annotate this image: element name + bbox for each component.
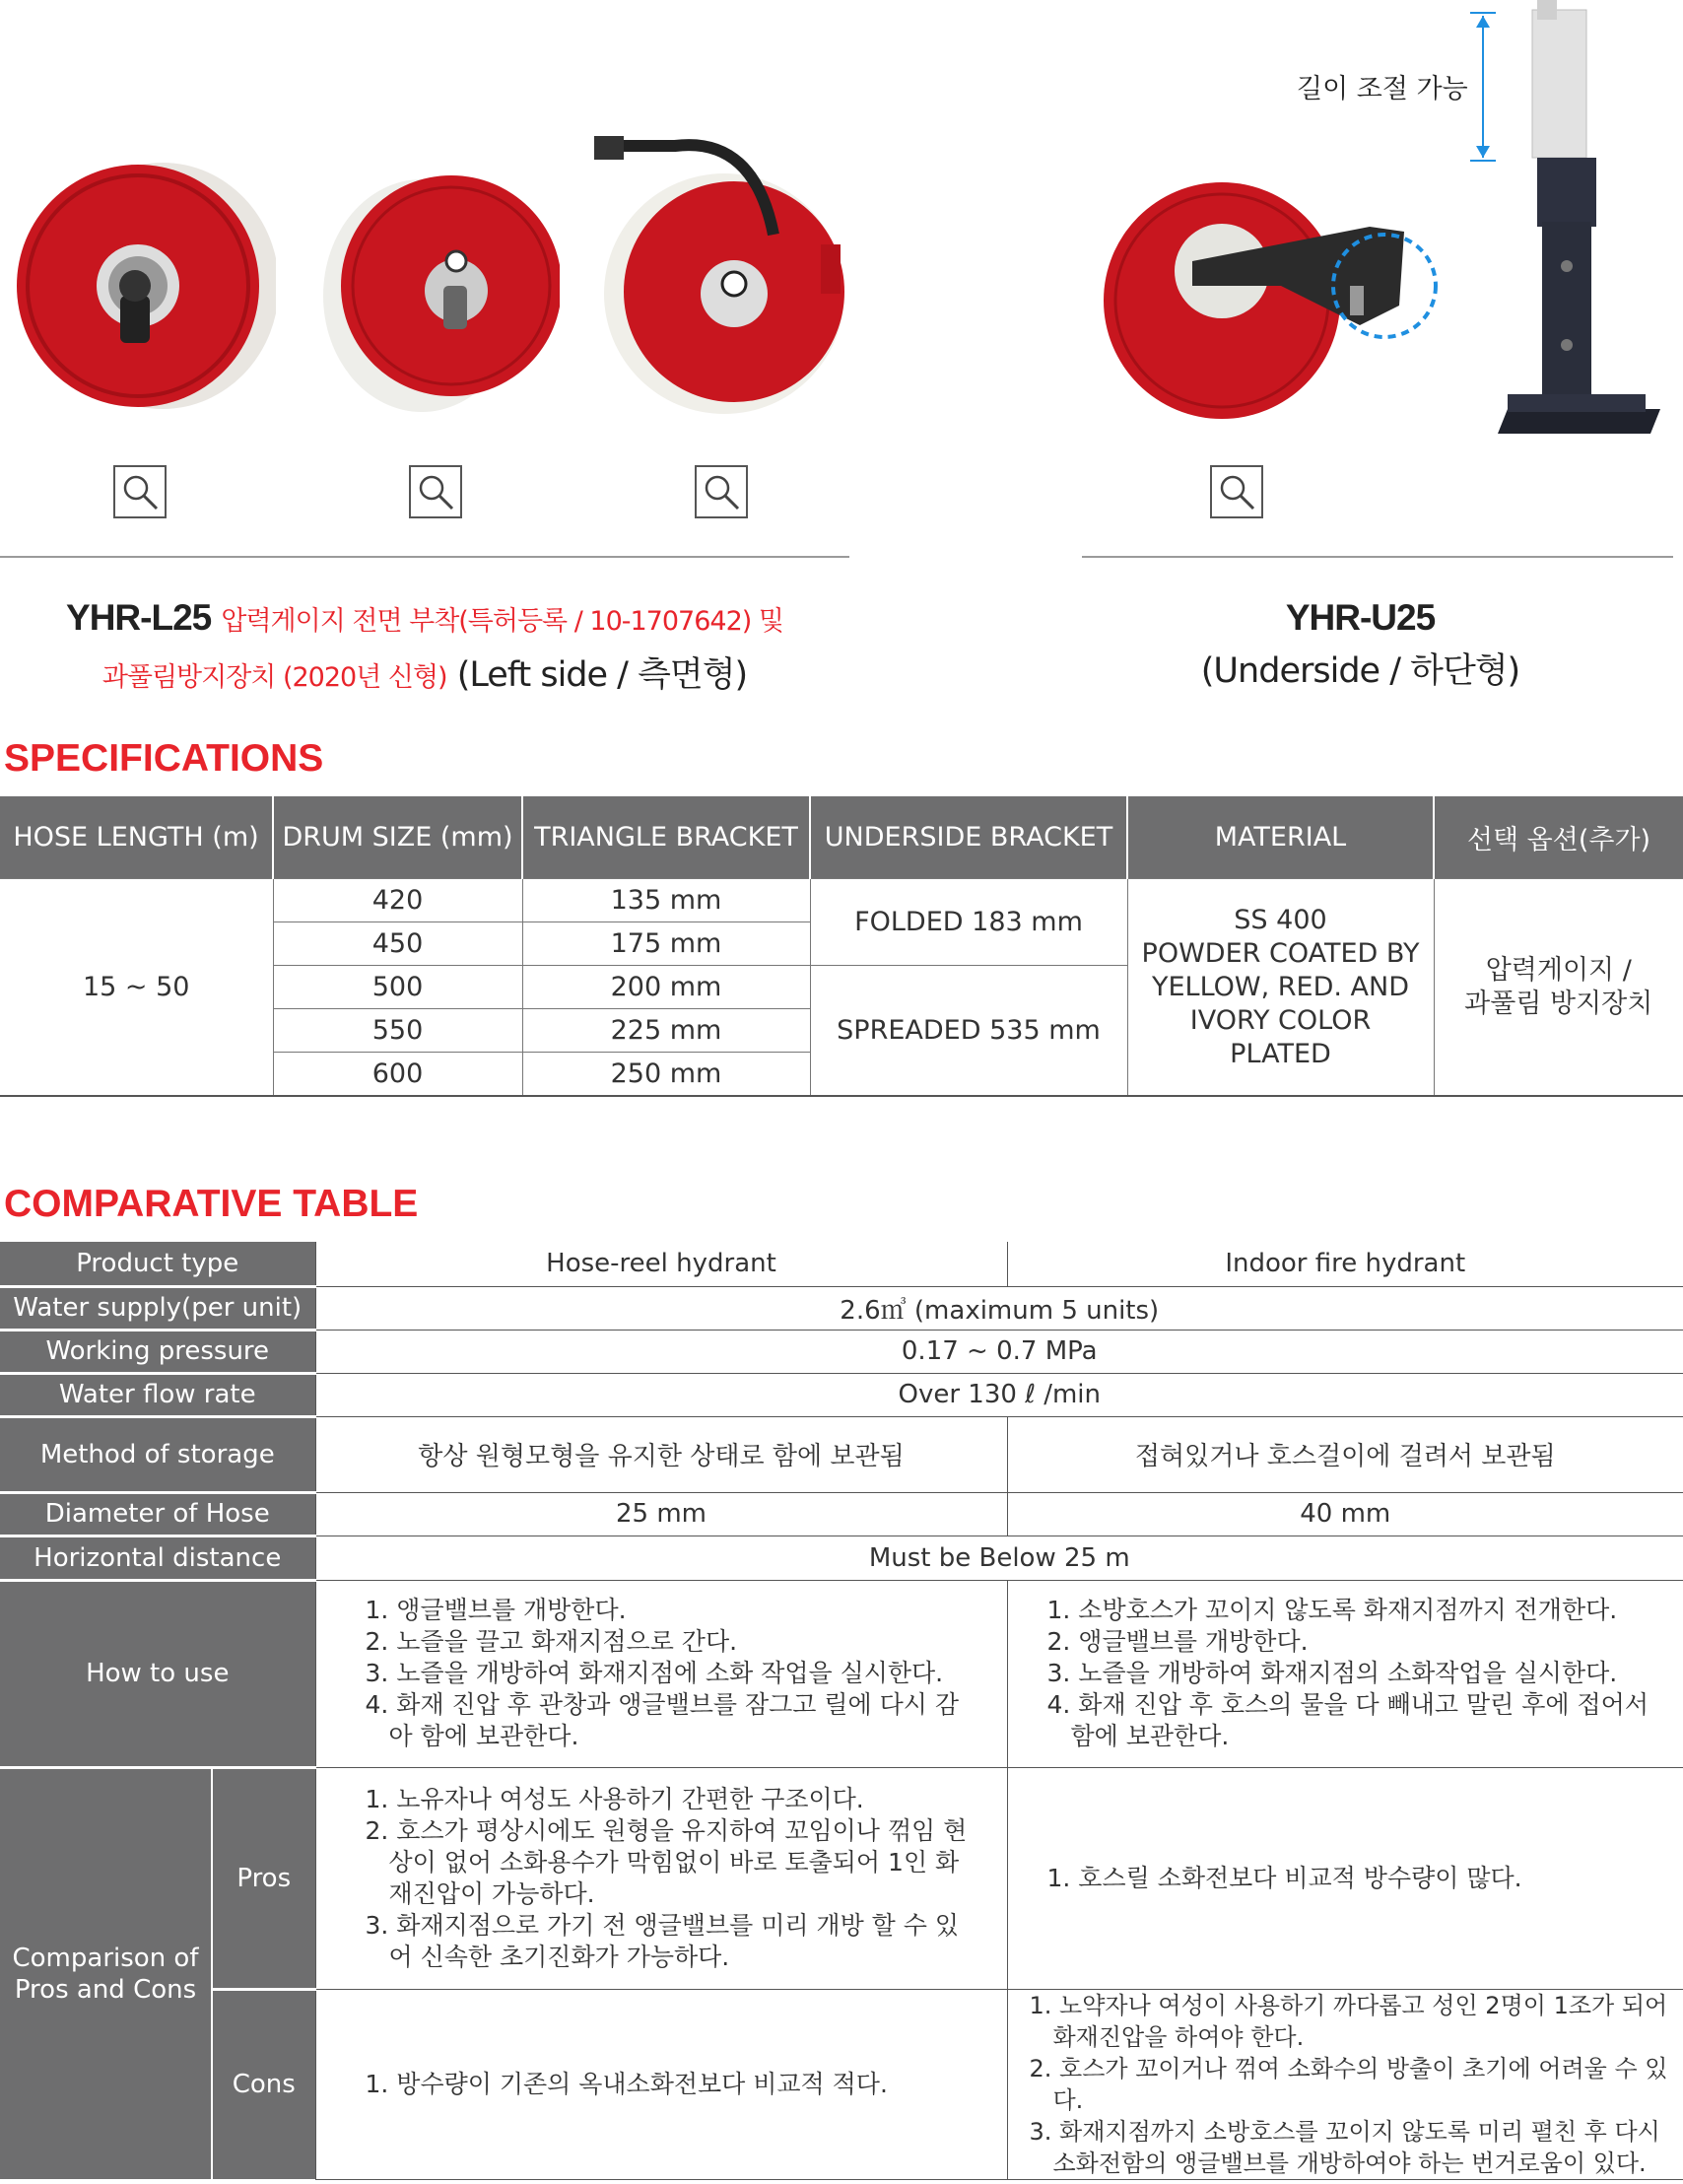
spec-drum-size: 500 [273, 966, 522, 1009]
horizontal-value: Must be Below 25 m [315, 1536, 1683, 1580]
list-item: 3. 화재지점까지 소방호스를 꼬이지 않도록 미리 펼친 후 다시 소화전함의 앵글밸브를 개방하여야 하는 번거로움이 있다. [1029, 2117, 1660, 2177]
magnifier-icon [1212, 467, 1261, 516]
row-label-working-pressure: Working pressure [0, 1330, 315, 1373]
list-item: 1. 앵글밸브를 개방한다. [365, 1596, 627, 1624]
option-line: 압력게이지 / [1485, 954, 1632, 986]
working-pressure-value: 0.17 ~ 0.7 MPa [315, 1330, 1683, 1373]
spec-drum-size: 420 [273, 879, 522, 922]
spec-drum-size: 450 [273, 922, 522, 966]
storage-a: 항상 원형모형을 유지한 상태로 함에 보관됨 [315, 1416, 1007, 1492]
list-item: 1. 노약자나 여성이 사용하기 까다롭고 성인 2명이 1조가 되어 화재진압을 하여야 한다. [1029, 1991, 1668, 2051]
mount-type-left: (Left side / 측면형) [456, 655, 748, 695]
spec-triangle: 250 mm [522, 1053, 810, 1097]
material-line: YELLOW, RED. AND [1151, 971, 1410, 1002]
model-name-right: YHR-U25 [1285, 597, 1436, 638]
divider-left [0, 556, 849, 558]
material-line: POWDER COATED BY [1141, 937, 1420, 969]
pros-b [1007, 1767, 1683, 1989]
list-item: 3. 화재지점으로 가기 전 앵글밸브를 미리 개방 할 수 있어 신속한 초기진화가 가능하다. [365, 1910, 960, 1971]
material-line: SS 400 [1234, 904, 1327, 935]
list-item: 1. 노유자나 여성도 사용하기 간편한 구조이다. [365, 1784, 864, 1813]
spec-drum-size: 550 [273, 1009, 522, 1053]
cons-label: Cons [212, 1989, 315, 2179]
spec-material [1127, 879, 1434, 1097]
row-label-diameter: Diameter of Hose [0, 1492, 315, 1536]
zoom-button-4[interactable] [1210, 465, 1263, 518]
storage-b: 접혀있거나 호스걸이에 걸려서 보관됨 [1007, 1416, 1683, 1492]
cons-b [1007, 1989, 1683, 2179]
spec-triangle: 175 mm [522, 922, 810, 966]
list-item: 1. 소방호스가 꼬이지 않도록 화재지점까지 전개한다. [1046, 1596, 1618, 1624]
zoom-button-2[interactable] [409, 465, 462, 518]
list-item: 3. 노즐을 개방하여 화재지점의 소화작업을 실시한다. [1046, 1659, 1618, 1687]
spec-triangle: 135 mm [522, 879, 810, 922]
list-item: 2. 앵글밸브를 개방한다. [1046, 1627, 1309, 1656]
row-label-product-type: Product type [0, 1242, 315, 1286]
row-label-storage: Method of storage [0, 1416, 315, 1492]
length-adjust-arrow [1468, 8, 1498, 166]
row-label-water-supply: Water supply(per unit) [0, 1286, 315, 1330]
water-flow-value: Over 130 ℓ /min [315, 1373, 1683, 1416]
specifications-title: SPECIFICATIONS [4, 737, 324, 780]
product-image-underside-stand [1498, 0, 1670, 453]
row-label-comparison [0, 1767, 212, 2179]
feature-line-2: 과풀림방지장치 (2020년 신형) [101, 662, 447, 693]
list-item: 2. 노즐을 끌고 화재지점으로 간다. [365, 1627, 738, 1656]
spec-header-drum-size: DRUM SIZE (mm) [273, 796, 522, 879]
list-item: 3. 노즐을 개방하여 화재지점에 소화 작업을 실시한다. [365, 1659, 944, 1687]
feature-line-1: 압력게이지 전면 부착(특허등록 / 10-1707642) 및 [221, 606, 783, 637]
spec-triangle: 225 mm [522, 1009, 810, 1053]
row-label-water-flow: Water flow rate [0, 1373, 315, 1416]
specifications-table [0, 796, 1683, 1097]
comparative-table [0, 1242, 1683, 2180]
spec-header-triangle-bracket: TRIANGLE BRACKET [522, 796, 810, 879]
length-adjust-label: 길이 조절 가능 [1297, 74, 1468, 104]
water-supply-value: 2.6㎥ (maximum 5 units) [315, 1286, 1683, 1330]
list-item: 2. 호스가 꼬이거나 꺾여 소화수의 방출이 초기에 어려울 수 있다. [1029, 2054, 1668, 2114]
spec-header-underside-bracket: UNDERSIDE BRACKET [810, 796, 1127, 879]
product-image-reel-front [10, 148, 276, 424]
mount-type-right: (Underside / 하단형) [1200, 651, 1520, 691]
comparison-label-line: Comparison of [12, 1943, 199, 1973]
row-label-how-to-use: How to use [0, 1580, 315, 1767]
diameter-b: 40 mm [1007, 1492, 1683, 1536]
pros-label: Pros [212, 1767, 315, 1989]
zoom-button-3[interactable] [695, 465, 748, 518]
list-item: 4. 화재 진압 후 호스의 물을 다 빼내고 말린 후에 접어서 함에 보관한다. [1046, 1690, 1649, 1750]
option-line: 과풀림 방지장치 [1464, 988, 1653, 1019]
magnifier-icon [411, 467, 460, 516]
comparative-title: COMPARATIVE TABLE [4, 1183, 419, 1225]
list-item: 2. 호스가 평상시에도 원형을 유지하여 꼬임이나 꺾임 현상이 없어 소화용수가 막힘없이 바로 토출되어 1인 화재진압이 가능하다. [365, 1815, 968, 1908]
product-type-a: Hose-reel hydrant [315, 1242, 1007, 1286]
product-image-reel-gauge [313, 158, 560, 424]
spec-underside-spread: SPREADED 535 mm [810, 966, 1127, 1097]
diameter-a: 25 mm [315, 1492, 1007, 1536]
spec-header-hose-length: HOSE LENGTH (m) [0, 796, 273, 879]
row-label-horizontal: Horizontal distance [0, 1536, 315, 1580]
divider-right [1082, 556, 1673, 558]
zoom-button-1[interactable] [113, 465, 167, 518]
spec-header-option: 선택 옵션(추가) [1434, 796, 1683, 879]
spec-header-material: MATERIAL [1127, 796, 1434, 879]
material-line: IVORY COLOR [1189, 1004, 1372, 1036]
list-item: 1. 호스릴 소화전보다 비교적 방수량이 많다. [1046, 1863, 1522, 1892]
cons-a [315, 1989, 1007, 2179]
caption-left [0, 591, 849, 705]
caption-right [1082, 591, 1639, 698]
pros-a [315, 1767, 1007, 1989]
spec-triangle: 200 mm [522, 966, 810, 1009]
comparison-label-line: Pros and Cons [14, 1974, 197, 2005]
product-image-reel-side [586, 126, 857, 422]
spec-option [1434, 879, 1683, 1097]
how-to-use-b [1007, 1580, 1683, 1767]
magnifier-icon [697, 467, 746, 516]
how-to-use-a [315, 1580, 1007, 1767]
magnifier-icon [115, 467, 165, 516]
spec-underside-folded: FOLDED 183 mm [810, 879, 1127, 966]
spec-drum-size: 600 [273, 1053, 522, 1097]
list-item: 4. 화재 진압 후 관창과 앵글밸브를 잠그고 릴에 다시 감아 함에 보관한다. [365, 1690, 960, 1750]
product-image-reel-underside [1084, 177, 1458, 429]
product-type-b: Indoor fire hydrant [1007, 1242, 1683, 1286]
spec-hose-length: 15 ~ 50 [0, 879, 273, 1097]
list-item: 1. 방수량이 기존의 옥내소화전보다 비교적 적다. [365, 2069, 888, 2098]
model-name-left: YHR-L25 [66, 597, 212, 638]
material-line: PLATED [1230, 1038, 1331, 1069]
